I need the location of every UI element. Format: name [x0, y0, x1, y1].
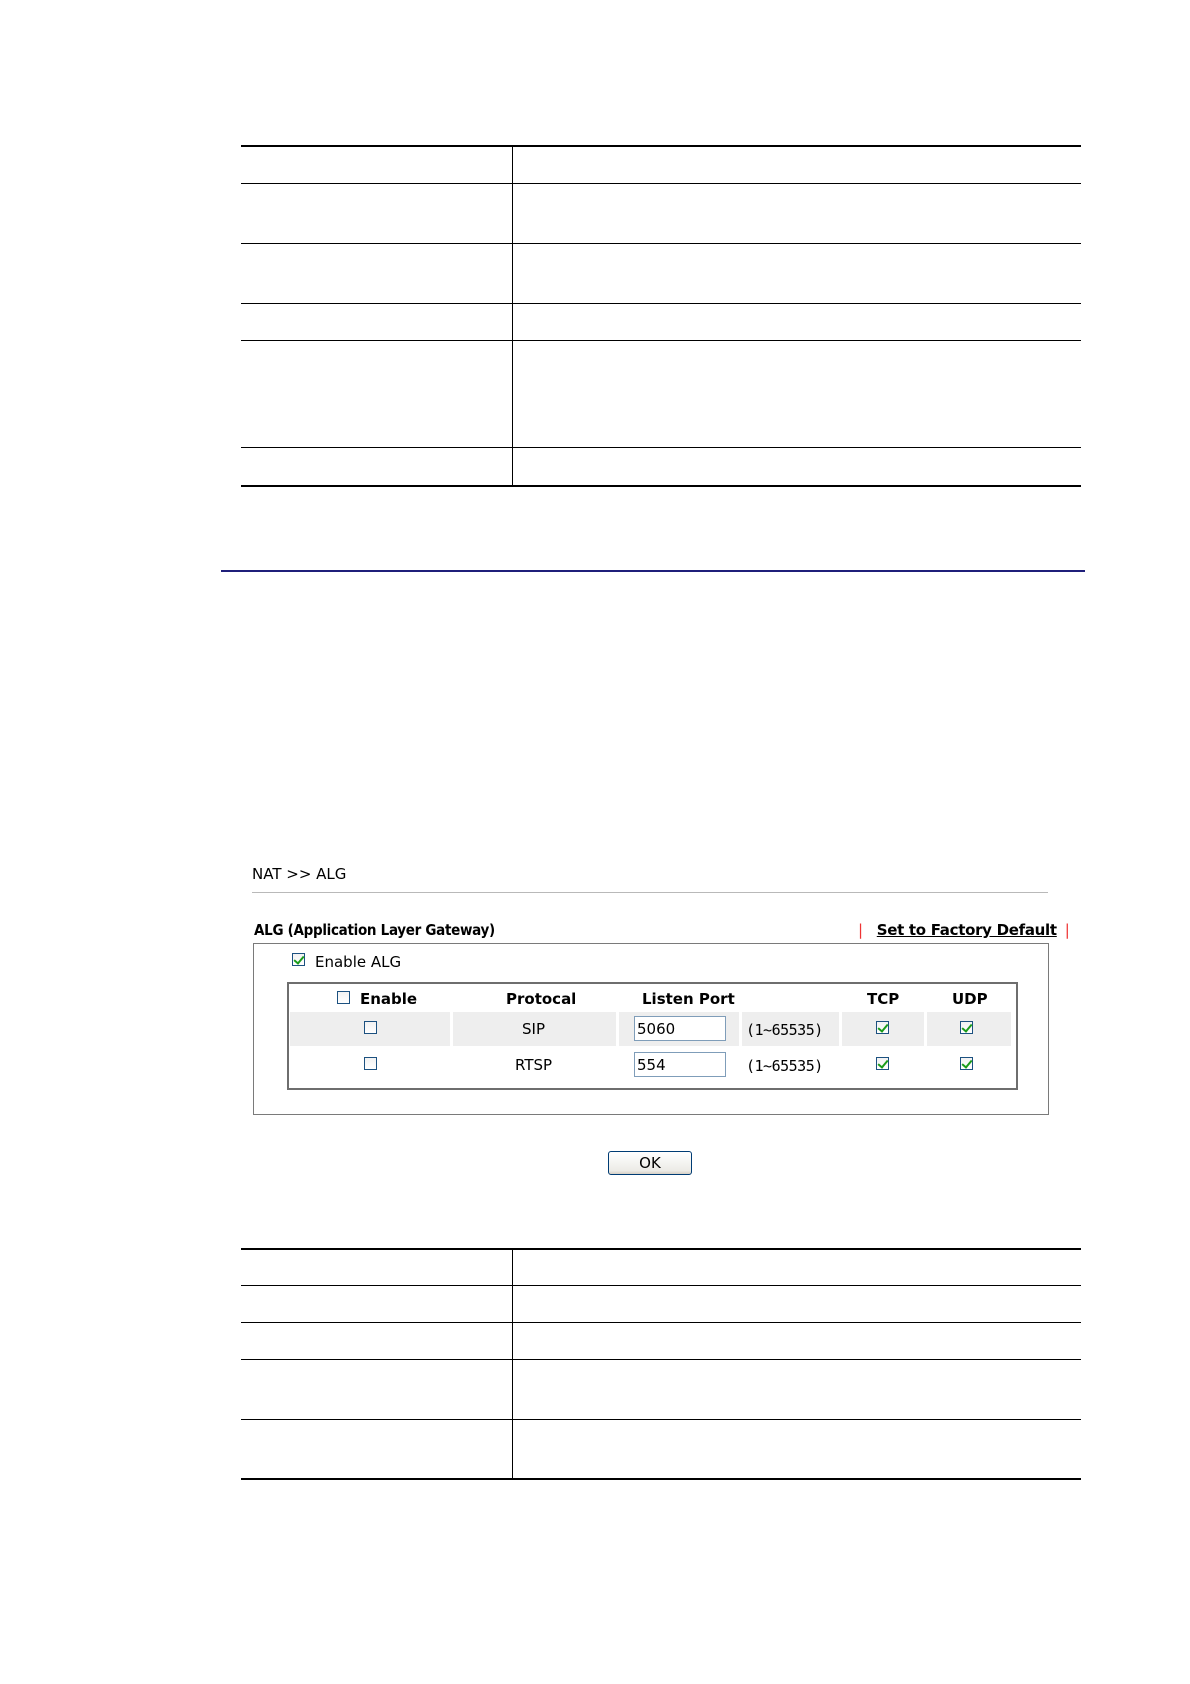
sip-udp-checkbox[interactable] [960, 1021, 973, 1034]
enable-alg-checkbox[interactable] [292, 953, 305, 966]
rtsp-tcp-checkbox[interactable] [876, 1057, 889, 1070]
set-factory-default-link[interactable]: Set to Factory Default [876, 921, 1057, 939]
protocol-name: SIP [522, 1020, 545, 1038]
sip-tcp-checkbox[interactable] [876, 1021, 889, 1034]
col-header-udp: UDP [952, 990, 988, 1008]
col-header-tcp: TCP [867, 990, 900, 1008]
rtsp-udp-checkbox[interactable] [960, 1057, 973, 1070]
separator-right: | [1064, 921, 1070, 939]
section-divider [221, 570, 1085, 572]
rtsp-enable-checkbox[interactable] [364, 1057, 377, 1070]
factory-default-area [858, 921, 1070, 939]
title-divider [252, 892, 1048, 893]
col-header-listen-port: Listen Port [642, 990, 735, 1008]
port-range-hint: (1~65535) [746, 1021, 823, 1039]
col-header-enable: Enable [360, 990, 418, 1008]
rtsp-listen-port-input[interactable] [634, 1052, 726, 1077]
col-header-protocol: Protocal [506, 990, 577, 1008]
top-doc-table [241, 145, 1081, 488]
sip-enable-checkbox[interactable] [364, 1021, 377, 1034]
sip-listen-port-input[interactable] [634, 1016, 726, 1041]
alg-section-title: ALG (Application Layer Gateway) [254, 921, 495, 939]
ok-button[interactable]: OK [608, 1151, 692, 1175]
port-range-hint: (1~65535) [746, 1057, 823, 1075]
enable-all-checkbox[interactable] [337, 991, 350, 1004]
bottom-doc-table [241, 1248, 1081, 1482]
protocol-name: RTSP [515, 1056, 553, 1074]
separator-left: | [858, 921, 863, 939]
enable-alg-label: Enable ALG [315, 953, 402, 971]
page-title: NAT >> ALG [252, 865, 347, 883]
